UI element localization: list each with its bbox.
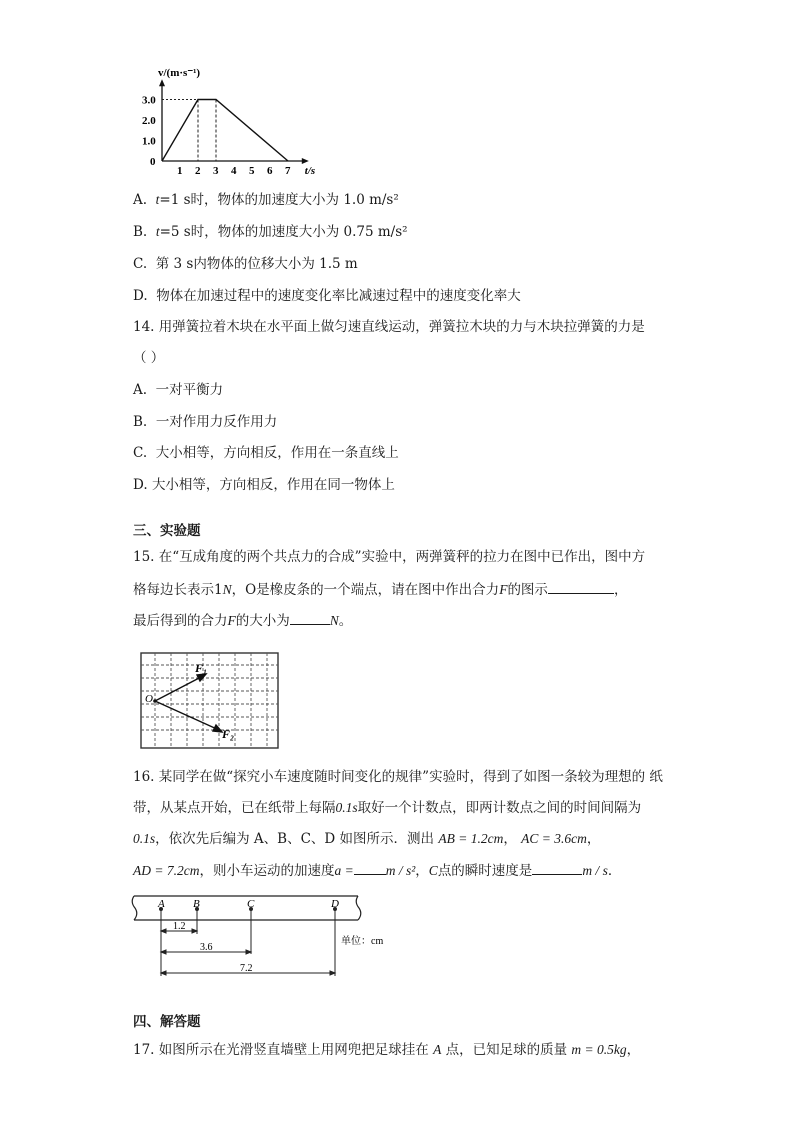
force-origin-label: O [145,693,153,705]
q14-option-b: B. 一对作用力反作用力 [133,414,278,430]
y-axis-label: v/(m·s⁻¹) [158,67,201,79]
x-axis-arrow [302,158,309,164]
x-axis-label: t/s [304,165,316,177]
q16-line-3: 0.1s，依次先后编为 A、B、C、D 如图所示．测出 AB = 1.2cm， AC = 3.6cm， [133,831,601,847]
tape-unit: 单位：cm [341,936,384,947]
tape-distance-ad: 7.2 [240,963,253,974]
velocity-time-chart [140,60,325,185]
q14-option-c: C. 大小相等，方向相反，作用在一条直线上 [133,445,399,461]
tape-point-c: C [247,898,255,910]
y-tick-label: 2.0 [142,115,156,127]
section-4-title: 四、解答题 [133,1014,201,1030]
q15-line-3: 最后得到的合力F的大小为 N。 [133,613,353,629]
force-f2-label: F₂ [222,727,235,741]
force-f1-label: F₁ [195,661,208,675]
tape-point-b: B [193,898,200,910]
x-tick-label: 2 [195,165,201,177]
force-grid-figure [140,652,280,750]
section-3-title: 三、实验题 [133,523,201,539]
x-tick-label: 1 [177,165,183,177]
q16-answer-blank-2[interactable] [532,861,582,875]
q15-line-2: 格每边长表示1N，O是橡皮条的一个端点，请在图中作出合力F的图示 ， [133,582,628,598]
q15-answer-blank-2[interactable] [290,611,330,625]
tape-distance-ab: 1.2 [173,921,186,932]
q17-line-1: 17. 如图所示在光滑竖直墙壁上用网兜把足球挂在 A 点，已知足球的质量 m = 0.5kg， [133,1042,641,1058]
tape-point-a: A [158,898,165,910]
q15-answer-blank-1[interactable] [548,580,614,594]
q13-option-c: C. 第 3 s内物体的位移大小为 1.5 m [133,256,358,272]
q13-option-a: A. t=1 s时，物体的加速度大小为 1.0 m/s² [133,192,399,208]
q16-line-4: AD = 7.2cm，则小车运动的加速度a = m / s²，C点的瞬时速度是 m / s． [133,863,622,879]
velocity-series-line [162,100,288,162]
q16-line-1: 16. 某同学在做“探究小车速度随时间变化的规律”实验时，得到了如图一条较为理想的 纸 [133,769,663,785]
q14-option-d: D. 大小相等，方向相反，作用在同一物体上 [133,477,395,493]
q16-answer-blank-1[interactable] [354,861,386,875]
tape-distance-ac: 3.6 [200,942,213,953]
y-axis-arrow [159,79,165,86]
q14-option-a: A. 一对平衡力 [133,382,224,398]
origin-label: 0 [150,156,156,168]
q15-line-1: 15. 在“互成角度的两个共点力的合成”实验中，两弹簧秤的拉力在图中已作出，图中方 [133,549,646,565]
q14-answer-paren: （ ） [133,350,165,366]
x-tick-label: 3 [213,165,219,177]
y-tick-label: 3.0 [142,94,156,107]
paper-tape-figure [128,894,398,978]
q14-stem: 14. 用弹簧拉着木块在水平面上做匀速直线运动，弹簧拉木块的力与木块拉弹簧的力是 [133,319,645,335]
y-tick-label: 1.0 [142,135,156,148]
q13-option-d: D. 物体在加速过程中的速度变化率比减速过程中的速度变化率大 [133,288,521,304]
q13-option-b: B. t=5 s时，物体的加速度大小为 0.75 m/s² [133,224,408,240]
x-tick-label: 5 [249,165,255,177]
x-tick-label: 7 [285,165,291,177]
x-tick-label: 4 [231,165,237,177]
q16-line-2: 带，从某点开始，已在纸带上每隔0.1s取好一个计数点，即两计数点之间的时间间隔为 [133,800,642,816]
x-tick-label: 6 [267,165,273,177]
tape-point-d: D [331,898,339,910]
